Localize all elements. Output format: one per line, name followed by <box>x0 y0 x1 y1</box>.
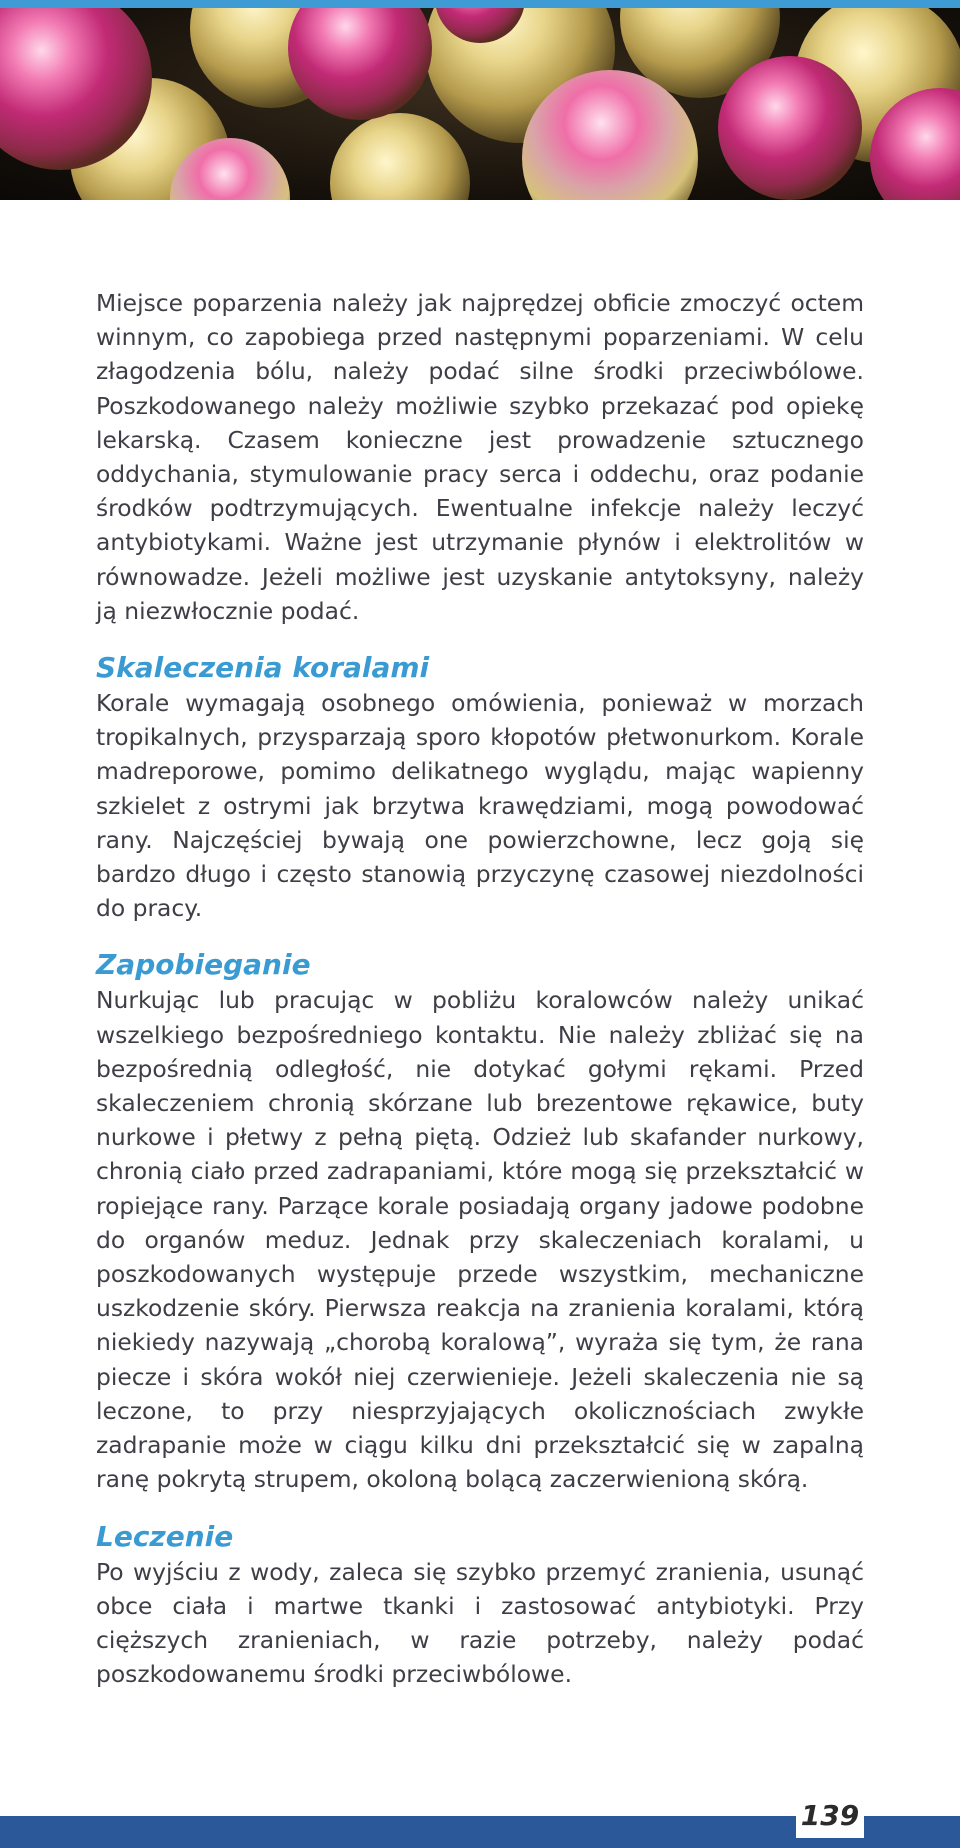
page-number: 139 <box>800 1798 860 1832</box>
heading-treatment: Leczenie <box>96 1519 234 1553</box>
prevention-paragraph: Nurkując lub pracując w pobliżu koralowców należy unikać wszelkiego bezpośredniego kontaktu. Nie należy zbliżać się na bezpośrednią odległość, nie dotykać gołymi rękami. Przed skaleczeniem chronią skórzane lub brezentowe rękawice, buty nurkowe i płetwy z pełną piętą. Odzież lub skafander nurkowy, chronią ciało przed zadrapaniami, które mogą się przekształcić w ropiejące rany. Parzące korale posiadają organy jadowe podobne do organów meduz. Jednak przy skaleczeniach koralami, u poszkodowanych występuje przede wszystkim, mechaniczne uszkodzenie skóry. Pierwsza reakcja na zranienia koralami, którą niekiedy nazywają „chorobą koralową”, wyraża się tym, że rana piecze i skóra wokół niej czerwienieje. Jeżeli skaleczenia nie są leczone, to przy niesprzyjających okolicznościach zwykłe zadrapanie może w ciągu kilku dni przekształcić się w zapalną ranę pokrytą strupem, okoloną bolącą zaczerwienioną skórą. <box>96 986 864 1494</box>
top-accent-stripe <box>0 0 960 8</box>
heading-prevention: Zapobieganie <box>96 948 311 982</box>
coral-cuts-paragraph: Korale wymagają osobnego omówienia, ponieważ w morzach tropikalnych, przysparzają sporo kłopotów płetwonurkom. Korale madreporowe, pomimo delikatnego wyglądu, mając wapienny szkielet z ostrymi jak brzytwa krawędziami, mogą powodować rany. Najczęściej bywają one powierzchowne, lecz goją się bardzo długo i często stanowią przyczynę czasowej niezdolności do pracy. <box>96 689 864 923</box>
page-number-box <box>796 1792 864 1838</box>
article-body <box>96 286 864 1691</box>
heading-coral-cuts: Skaleczenia koralami <box>96 651 430 685</box>
treatment-paragraph: Po wyjściu z wody, zaleca się szybko przemyć zranienia, usunąć obce ciała i martwe tkanki i zastosować antybiotyki. Przy cięższych zranieniach, w razie potrzeby, należy podać poszkodowanemu środki przeciwbólowe. <box>96 1557 864 1689</box>
coral-polyps-photo-icon <box>0 8 960 200</box>
coral-polyps-photo-banner <box>0 8 960 200</box>
intro-paragraph: Miejsce poparzenia należy jak najprędzej obficie zmoczyć octem winnym, co zapobiega przed następnymi poparzeniami. W celu złagodzenia bólu, należy podać silne środki przeciwbólowe. Poszkodowanego należy możliwie szybko przekazać pod opiekę lekarską. Czasem konieczne jest prowadzenie sztucznego oddychania, stymulowanie pracy serca i oddechu, oraz podanie środków podtrzymujących. Ewentualne infekcje należy leczyć antybiotykami. Ważne jest utrzymanie płynów i elektrolitów w równowadze. Jeżeli możliwe jest uzyskanie antytoksyny, należy ją niezwłocznie podać. <box>96 289 864 625</box>
